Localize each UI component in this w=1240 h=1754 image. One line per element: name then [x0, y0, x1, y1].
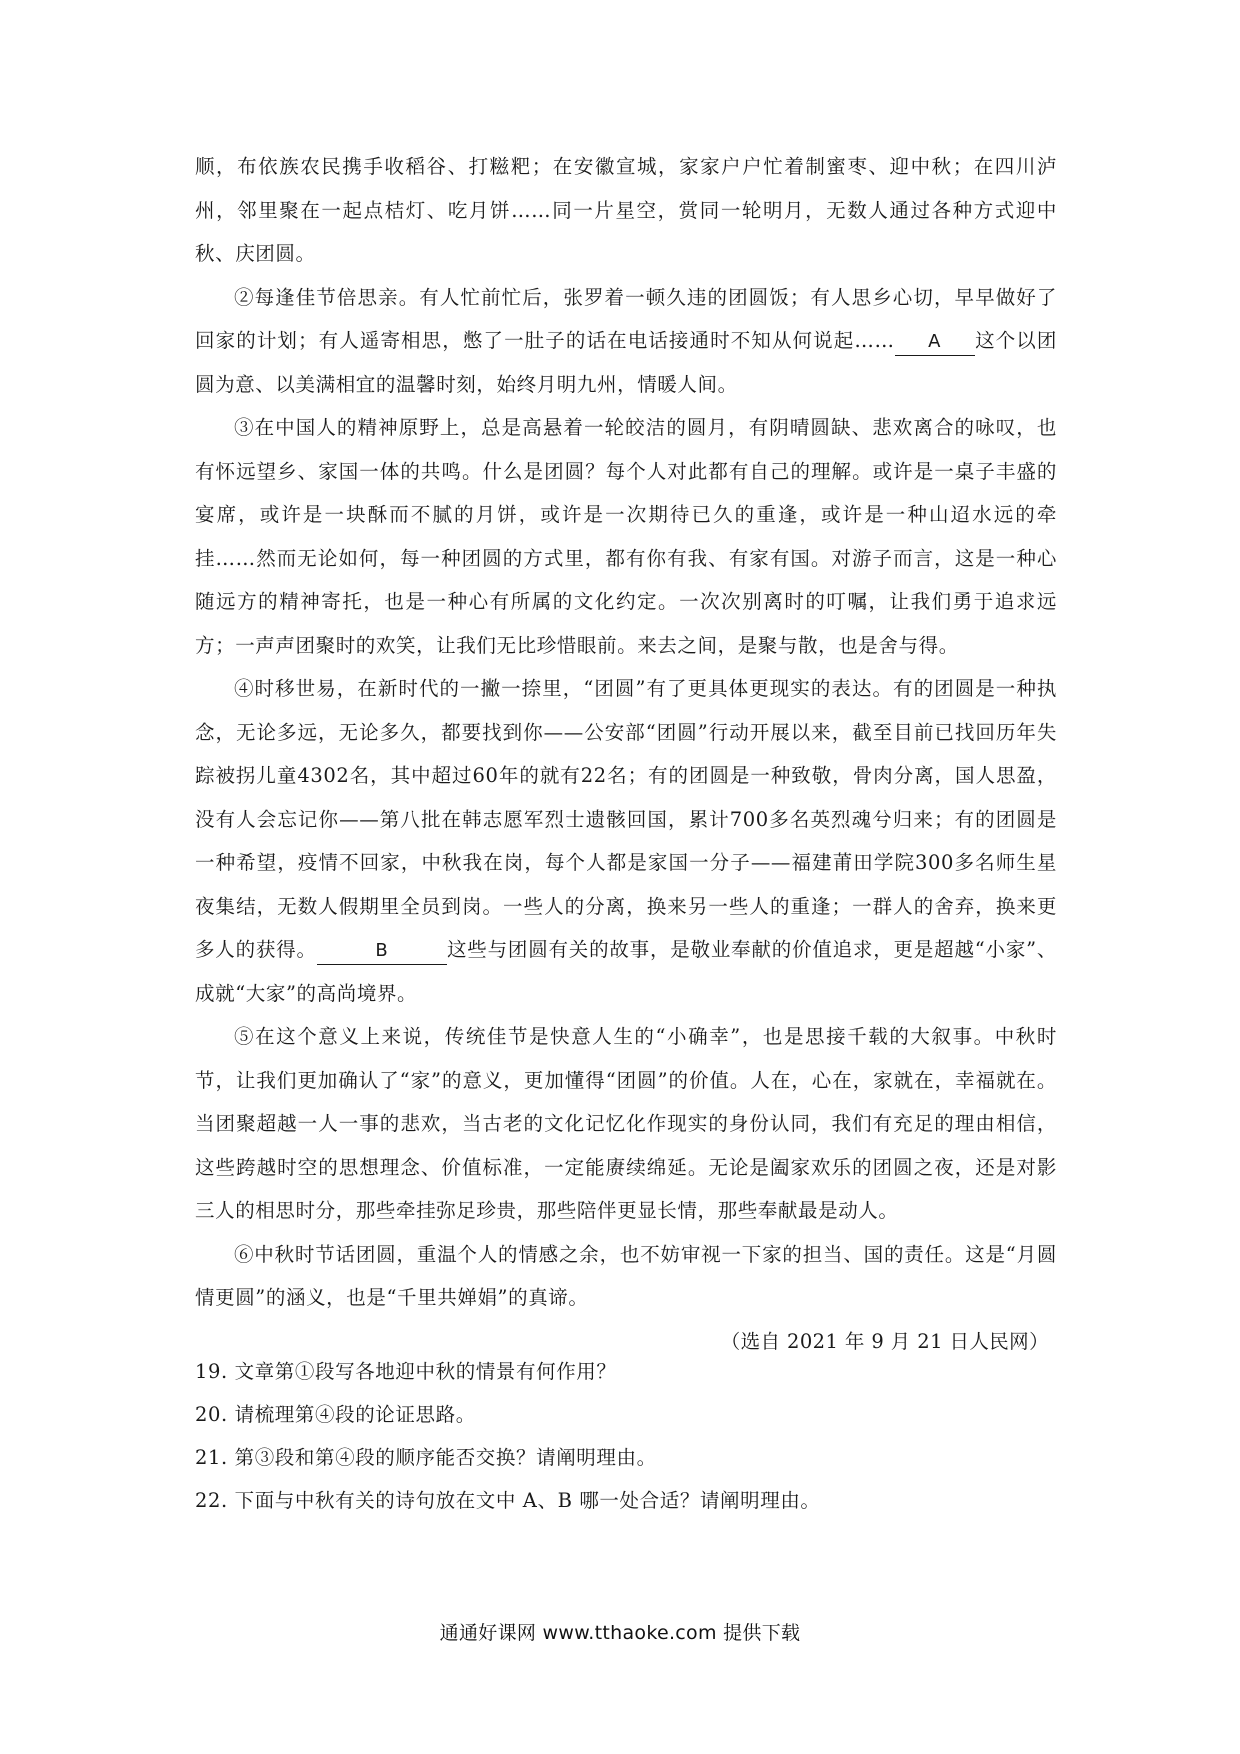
source-citation: （选自 2021 年 9 月 21 日人民网）	[720, 1329, 1049, 1353]
paragraph-3: ③在中国人的精神原野上，总是高悬着一轮皎洁的圆月，有阴晴圆缺、悲欢离合的咏叹，也有怀远望乡、家国一体的共鸣。什么是团圆？每个人对此都有自己的理解。或许是一桌子丰盛的宴席，或许是一块酥而不腻的月饼，或许是一次期待已久的重逢，或许是一种山迢水远的牵挂……然而无论如何，每一种团圆的方式里，都有你有我、有家有国。对游子而言，这是一种心随远方的精神寄托，也是一种心有所属的文化约定。一次次别离时的叮嘱，让我们勇于追求远方；一声声团聚时的欢笑，让我们无比珍惜眼前。来去之间，是聚与散，也是舍与得。	[195, 416, 1057, 657]
paragraph-2-text-before: ②每逢佳节倍思亲。有人忙前忙后，张罗着一顿久违的团圆饭；有人思乡心切，早早做好了回家的计划；有人遥寄相思，憋了一肚子的话在电话接通时不知从何说起……	[195, 285, 1057, 352]
blank-b: B	[317, 938, 447, 965]
paragraph-4-text-after: 这些与团圆有关的故事，是敬业奉献的价值追求，更是超越“小家”、成就“大家”的高尚境界。	[195, 938, 1057, 1005]
paragraph-5: ⑤在这个意义上来说，传统佳节是快意人生的“小确幸”，也是思接千载的大叙事。中秋时节，让我们更加确认了“家”的意义，更加懂得“团圆”的价值。人在，心在，家就在，幸福就在。当团聚超越一人一事的悲欢，当古老的文化记忆化作现实的身份认同，我们有充足的理由相信，这些跨越时空的思想理念、价值标准，一定能赓续绵延。无论是阖家欢乐的团圆之夜，还是对影三人的相思时分，那些牵挂弥足珍贵，那些陪伴更显长情，那些奉献最是动人。	[195, 1025, 1057, 1222]
question-19: 19. 文章第①段写各地迎中秋的情景有何作用？	[195, 1360, 617, 1383]
paragraph-2	[195, 276, 1057, 407]
paragraph-6: ⑥中秋时节话团圆，重温个人的情感之余，也不妨审视一下家的担当、国的责任。这是“月圆情更圆”的涵义，也是“千里共婵娟”的真谛。	[195, 1242, 1057, 1309]
paragraph-4-text-before: ④时移世易，在新时代的一撇一捺里，“团圆”有了更具体更现实的表达。有的团圆是一种执念，无论多远，无论多久，都要找到你——公安部“团圆”行动开展以来，截至目前已找回历年失踪被拐儿童4302名，其中超过60年的就有22名；有的团圆是一种致敬，骨肉分离，国人思盈，没有人会忘记你——第八批在韩志愿军烈士遗骸回国，累计700多名英烈魂兮归来；有的团圆是一种希望，疫情不回家，中秋我在岗，每个人都是家国一分子——福建莆田学院300多名师生星夜集结，无数人假期里全员到岗。一些人的分离，换来另一些人的重逢；一群人的舍弃，换来更多人的获得。	[195, 677, 1057, 961]
question-20: 20. 请梳理第④段的论证思路。	[195, 1403, 476, 1426]
question-21: 21. 第③段和第④段的顺序能否交换？请阐明理由。	[195, 1446, 657, 1469]
paragraph-2-text-after: 这个以团圆为意、以美满相宜的温馨时刻，始终月明九州，情暖人间。	[195, 329, 1057, 396]
paragraph-1-continued: 顺，布依族农民携手收稻谷、打糍粑；在安徽宣城，家家户户忙着制蜜枣、迎中秋；在四川泸州，邻里聚在一起点桔灯、吃月饼……同一片星空，赏同一轮明月，无数人通过各种方式迎中秋、庆团圆。	[195, 155, 1057, 265]
page-footer: 通通好课网 www.tthaoke.com 提供下载	[439, 1622, 801, 1644]
article-body	[195, 145, 1057, 1363]
question-list	[195, 1350, 1057, 1522]
paragraph-4	[195, 667, 1057, 1015]
question-22: 22. 下面与中秋有关的诗句放在文中 A、B 哪一处合适？请阐明理由。	[195, 1489, 821, 1512]
blank-a: A	[895, 329, 975, 356]
